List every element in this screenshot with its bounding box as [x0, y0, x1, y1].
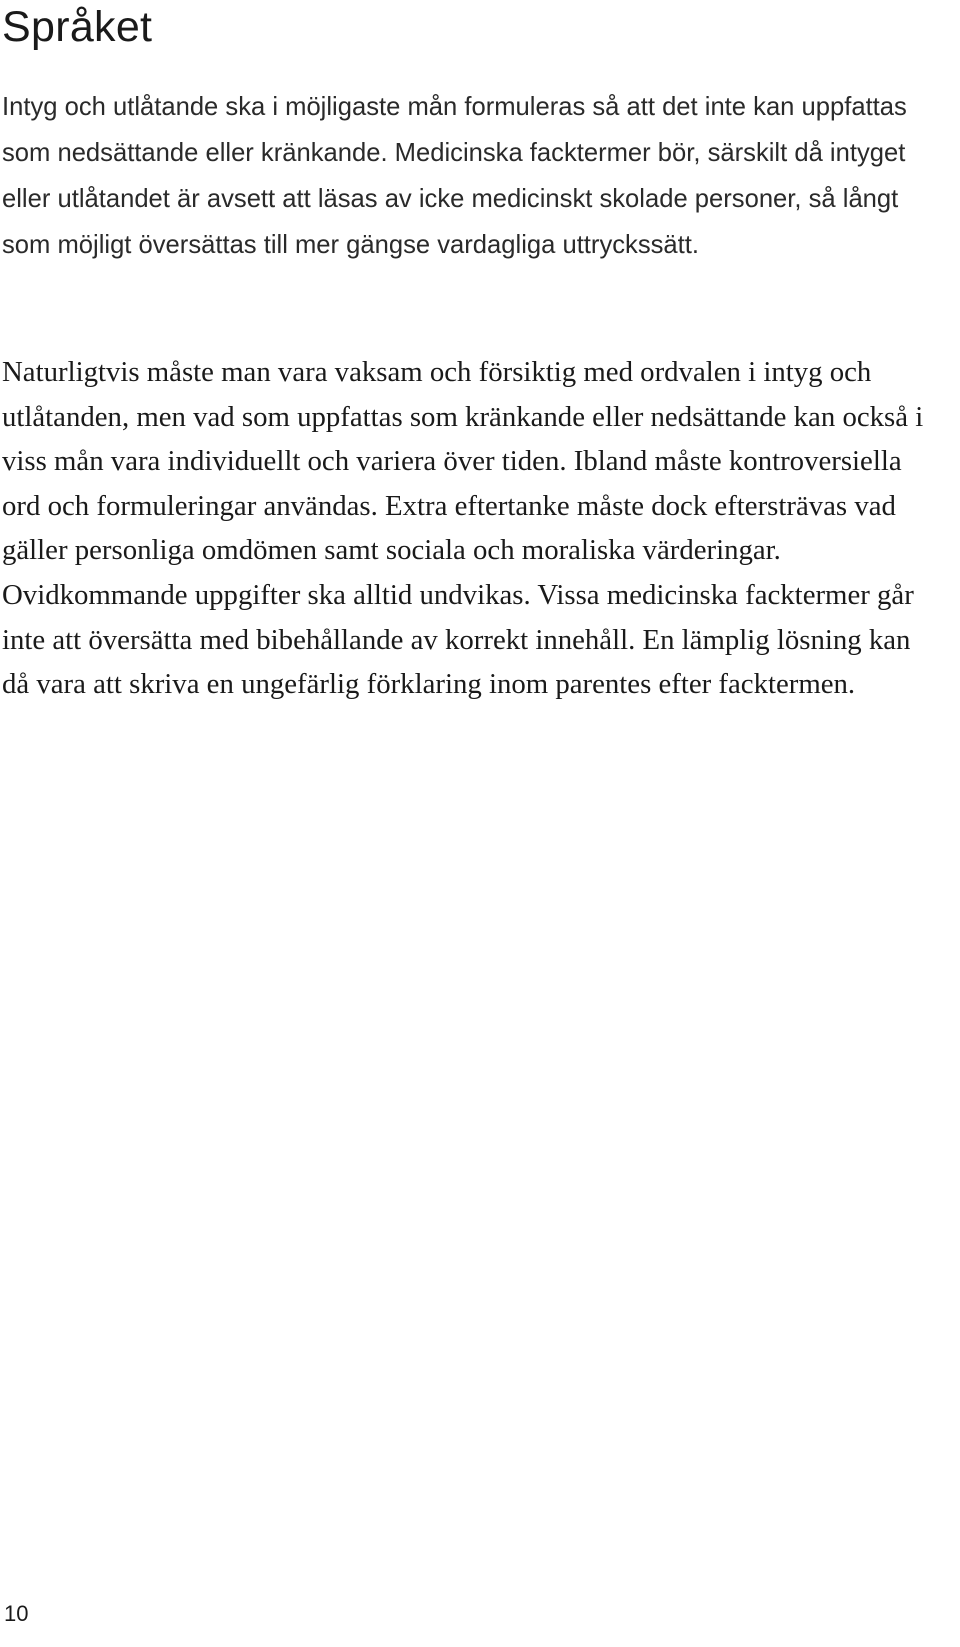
page-number: 10 — [4, 1601, 29, 1626]
lead-paragraph: Intyg och utlåtande ska i möjligaste mån formuleras så att det inte kan uppfattas som nedsättande eller kränkande. Medicinska facktermer bör, särskilt då intyget eller utlåtandet är avsett att läsas av icke medicinskt skolade personer, så långt som möjligt översättas till mer gängse vardagliga uttryckssätt. — [2, 93, 907, 259]
body-paragraph: Naturligtvis måste man vara vaksam och försiktig med ordvalen i intyg och utlåtanden, men vad som uppfattas som kränkande eller nedsättande kan också i viss mån vara individuellt och variera över tiden. Ibland måste kontroversiella ord och formuleringar användas. Extra eftertanke måste dock eftersträvas vad gäller personliga omdömen samt sociala och moraliska värderingar. Ovidkommande uppgifter ska alltid undvikas. Vissa medicinska facktermer går inte att översätta med bibehållande av korrekt innehåll. En lämplig lösning kan då vara att skriva en ungefärlig förklaring inom parentes efter facktermen. — [2, 356, 924, 701]
section-heading: Språket — [2, 3, 153, 51]
